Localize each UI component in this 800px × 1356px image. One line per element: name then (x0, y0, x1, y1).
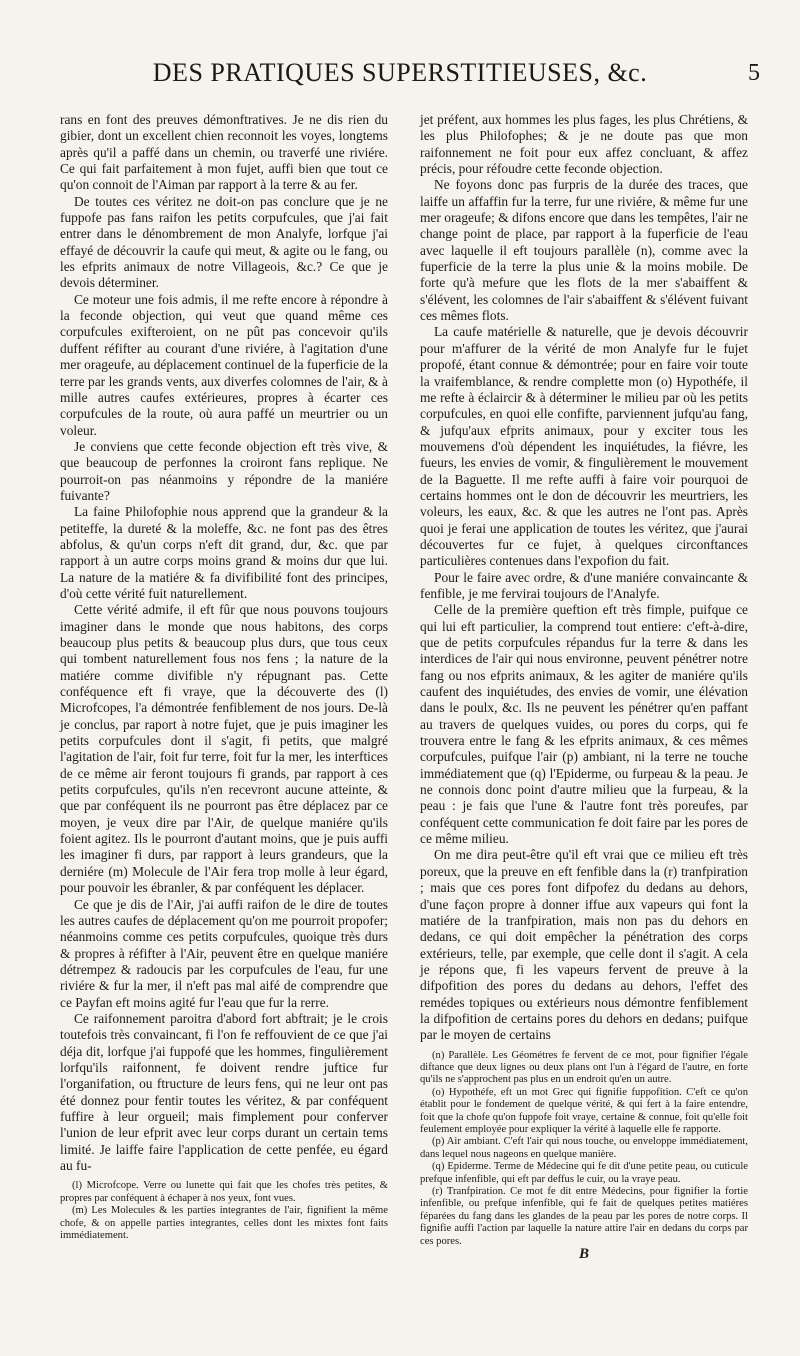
footnote: (n) Parallèle. Les Géométres fe fervent de ce mot, pour fignifier l'égale diftance que deux lignes ou deux plans ont l'un à l'égard de l'autre, en forte qu'ils ne s'approchent pas plus en un endroit qu'en un autre. (420, 1049, 748, 1086)
paragraph: Pour le faire avec ordre, & d'une maniére convaincante & fenfible, je me fervirai toujours de l'Analyfe. (420, 569, 748, 601)
paragraph: rans en font des preuves démonftratives. Je ne dis rien du gibier, dont un excellent chien reconnoit les voyes, longtems après qu'il a paffé dans un chemin, ou traverfé une riviére. Ce qui fait parfaitement à mon fujet, auffi bien que tout ce qu'on connoit de l'Aiman par rapport à la terre & au fer. (60, 112, 388, 193)
paragraph: On me dira peut-être qu'il eft vrai que ce milieu eft très poreux, que la preuve en eft fenfible dans la (r) tranfpiration ; mais que ces pores font difpofez du dedans au dehors, d'une façon propre à donner iffue aux vapeurs qui font la matiére de la tranfpiration, mais non pas du dehors en dedans, ce qui doit empêcher la pénétration des corps extérieurs, telle, par exemple, que celle dont il s'agit. A cela je répons que, fi les vapeurs fervent de preuve à la difpofition des pores du dedans au dehors, l'effet des remédes topiques ou extérieurs nous démontre fenfiblement la difpofition de certains pores du dehors en dedans; puifque par le moyen de certains (420, 847, 748, 1043)
footnotes (420, 1050, 748, 1249)
paragraph: Cette vérité admife, il eft fûr que nous pouvons toujours imaginer dans le monde que nous habitons, des corps beaucoup plus petits & beaucoup plus durs, que tous ceux qui tombent naturellement fous nos fens ; la nature de la matiére comme divifible n'y répugnant pas. Cette conféquence eft fi vraye, que la découverte des (l) Microfcopes, l'a démontrée fenfiblement de nos jours. De-là je conclus, par raport à notre fujet, que je puis imaginer les petits corpufcules dont il s'agit, fi petits, que malgré l'agitation de l'air, foit fur terre, foit fur la mer, les interftices de ce même air feront toujours fi grands, par rapport à ces petits corpufcules, qu'ils n'en recevront aucune atteinte, & que par conféquent ils ne pourront pas être déplacez par ce moyen, je veux dire par l'Air, de quelque maniére qu'ils foient agitez. Ils le pourront d'autant moins, que je puis auffi les imaginer fi durs, par rapport à leurs grandeurs, que la derniére (m) Molecule de l'Air fera trop molle à leur égard, pour pouvoir les ébranler, & par conféquent les déplacer. (60, 602, 388, 896)
footnote: (p) Air ambiant. C'eft l'air qui nous touche, ou enveloppe immédiatement, dans lequel nous nageons en quelque manière. (420, 1136, 748, 1160)
page-header (60, 58, 760, 98)
left-column (60, 112, 388, 1242)
paragraph: Ce moteur une fois admis, il me refte encore à répondre à la feconde objection, qui veut que quand même ces corpufcules exifteroient, on ne pût pas concevoir qu'ils duffent réfifter au courant d'une riviére, à l'agitation d'une mer orageufe, au déplacement continuel de la fuperficie de la terre par les grands vents, aux diverfes colomnes de l'air, & à mille autres caufes extérieures, propres à écarter ces corpufcules de la route, où aura paffé un meurtrier ou un voleur. (60, 291, 388, 438)
signature-mark: B (578, 1246, 589, 1263)
paragraph: La caufe matérielle & naturelle, que je devois découvrir pour m'affurer de la vérité de mon Analyfe fur le fujet propofé, étant connue & démontrée; pour en faire voir toute la vraifemblance, & rendre complette mon (o) Hypothéfe, il me refte à éclaircir & à déterminer le milieu par où les petits corpufcules, en quoi elle confifte, parviennent jufqu'au fang, & jufqu'aux efprits animaux, pour y exciter tous les mouvemens d'où dépendent les inquiétudes, la fiévre, les fueurs, les envies de vomir, & fingulièrement le mouvement de la Baguette. Il me refte auffi à faire voir pourquoi de certains hommes ont le don de découvrir les meurtriers, les voleurs, les eaux, &c. & que les autres ne l'ont pas. Après quoi je ferai une application de toutes les véritez, que j'aurai découvertes fur ce fujet, à quelques circonftances particulières contenues dans l'expofion du fait. (420, 324, 748, 569)
paragraph: Je conviens que cette feconde objection eft très vive, & que beaucoup de perfonnes la croiront fans replique. Ne pourroit-on pas néanmoins y répondre de la maniére fuivante? (60, 438, 388, 503)
paragraph: De toutes ces véritez ne doit-on pas conclure que je ne fuppofe pas fans raifon les petits corpufcules, que j'ai fait entrer dans le dénombrement de mon Analyfe, lorfque j'ai effayé de découvrir la caufe qui meut, & agite ou le fang, ou les efprits animaux de notre Villageois, &c.? Ce que je devois déterminer. (60, 193, 388, 291)
footnote: (r) Tranfpiration. Ce mot fe dit entre Médecins, pour fignifier la fortie infenfible, ou prefque infenfible, qui fe fait de quelques petites matiéres féparées du fang dans les glandes de la peau par les pores de notre corps. Il fignifie auffi l'action par laquelle la nature attire l'air en dedans du corps par ces pores. (420, 1186, 748, 1247)
footnote: (o) Hypothéfe, eft un mot Grec qui fignifie fuppofition. C'eft ce qu'on établit pour le fondement de quelque vérité, & qui fert à la faire entendre, foit que la chofe qu'on fuppofe foit vraye, certaine & connue, foit qu'elle foit feulement employée pour expliquer la vérité à laquelle elle fe rapporte. (420, 1086, 748, 1136)
paragraph: Celle de la première queftion eft très fimple, puifque ce qui lui eft particulier, la comprend tout entiere: c'eft-à-dire, que de petits corpufcules répandus fur la terre & dans les interdices de l'air qui nous environne, peuvent pénétrer notre fang ou nos efprits animaux, & les agiter de maniére qu'ils caufent des inquiétudes, des envies de vomir, une élévation dans le poulx, &c. Ils ne peuvent les pénétrer qu'en paffant au travers de quelques vuides, ou pores du corps, qui fe trouvera entre le fang & les efprits animaux, & ces mêmes corpufcules, puifque l'air (p) ambiant, ni la terre ne touche immédiatement que (q) l'Epiderme, ou furpeau & la peau. Je ne connois donc point d'autre milieu que la furpeau, & la peau : je fais que l'une & l'autre font très poreufes, par conféquent cette communication fe doit faire par les pores de ce même milieu. (420, 602, 748, 847)
footnote: (m) Les Molecules & les parties integrantes de l'air, fignifient la même chofe, & on appelle parties integrantes, celles dont les mixtes font faits immédiatement. (60, 1205, 388, 1241)
paragraph: Ce raifonnement paroitra d'abord fort abftrait; je le crois toutefois très convaincant, fi l'on fe reffouvient de ce que j'ai déja dit, lorfque j'ai fuppofé que les hommes, fingulièrement lorfqu'ils raifonnent, fe doivent rendre juftice fur l'organifation, ou ftructure de leurs fens, qui ne leur ont pas été donnez pour fentir toutes les véritez, & par conféquent fuffire à leur orgueil; mais fimplement pour conferver l'union de leur efprit avec leur corps durant un certain tems limité. Je laiffe faire l'application de cette penfée, eu égard au fu- (60, 1010, 388, 1173)
paragraph: Ne foyons donc pas furpris de la durée des traces, que laiffe un affaffin fur la terre, fur une riviére, & même fur une mer orageufe; & difons encore que dans les tempêtes, l'air ne change point de place, par rapport à la fuperficie de l'eau avec laquelle il eft toujours parallèle (n), comme avec la fuperficie de la terre la plus unie & la moins mobile. De forte qu'à mefure que les flots de la mer s'abaiffent & s'élévent, les colomnes de l'air s'abaiffent & s'élévent fuivant ces mêmes flots. (420, 177, 748, 324)
paragraph: Ce que je dis de l'Air, j'ai auffi raifon de le dire de toutes les autres caufes de déplacement qu'on me pourroit propofer; néanmoins comme ces petits corpufcules, quoique très durs & propres à réfifter à l'Air, peuvent être en quelque maniére détrempez & radoucis par les corpufcules de l'eau, fur une riviére & fur la mer, il n'eft pas mal aifé de comprendre que ce Payfan eft moins agité fur l'eau que fur la rerre. (60, 896, 388, 1010)
paragraph: La faine Philofophie nous apprend que la grandeur & la petiteffe, la dureté & la moleffe, &c. ne font pas des êtres abfolus, & qu'un corps n'eft dit grand, dur, &c. que par rapport à un autre corps moins grand & moins dur que lui. La nature de la matiére & fa divifibilité font des principes, d'où cette vérité fuit naturellement. (60, 504, 388, 601)
page-number: 5 (748, 60, 760, 86)
footnote: (l) Microfcope. Verre ou lunette qui fait que les chofes très petites, & propres par conféquent à échaper à nos yeux, font vues. (60, 1180, 388, 1204)
right-column (420, 112, 748, 1262)
footnote: (q) Epiderme. Terme de Médecine qui fe dit d'une petite peau, ou cuticule prefque infenfible, qui eft par deffus le cuir, ou la vraye peau. (420, 1161, 748, 1185)
paragraph: jet préfent, aux hommes les plus fages, les plus Chrétiens, & les plus Philofophes; & je ne doute pas que mon raifonnement ne foit pour eux affez concluant, & affez précis, pour réfoudre cette feconde objection. (420, 112, 748, 177)
footnotes (60, 1180, 388, 1242)
running-head: DES PRATIQUES SUPERSTITIEUSES, &c. (152, 58, 648, 87)
